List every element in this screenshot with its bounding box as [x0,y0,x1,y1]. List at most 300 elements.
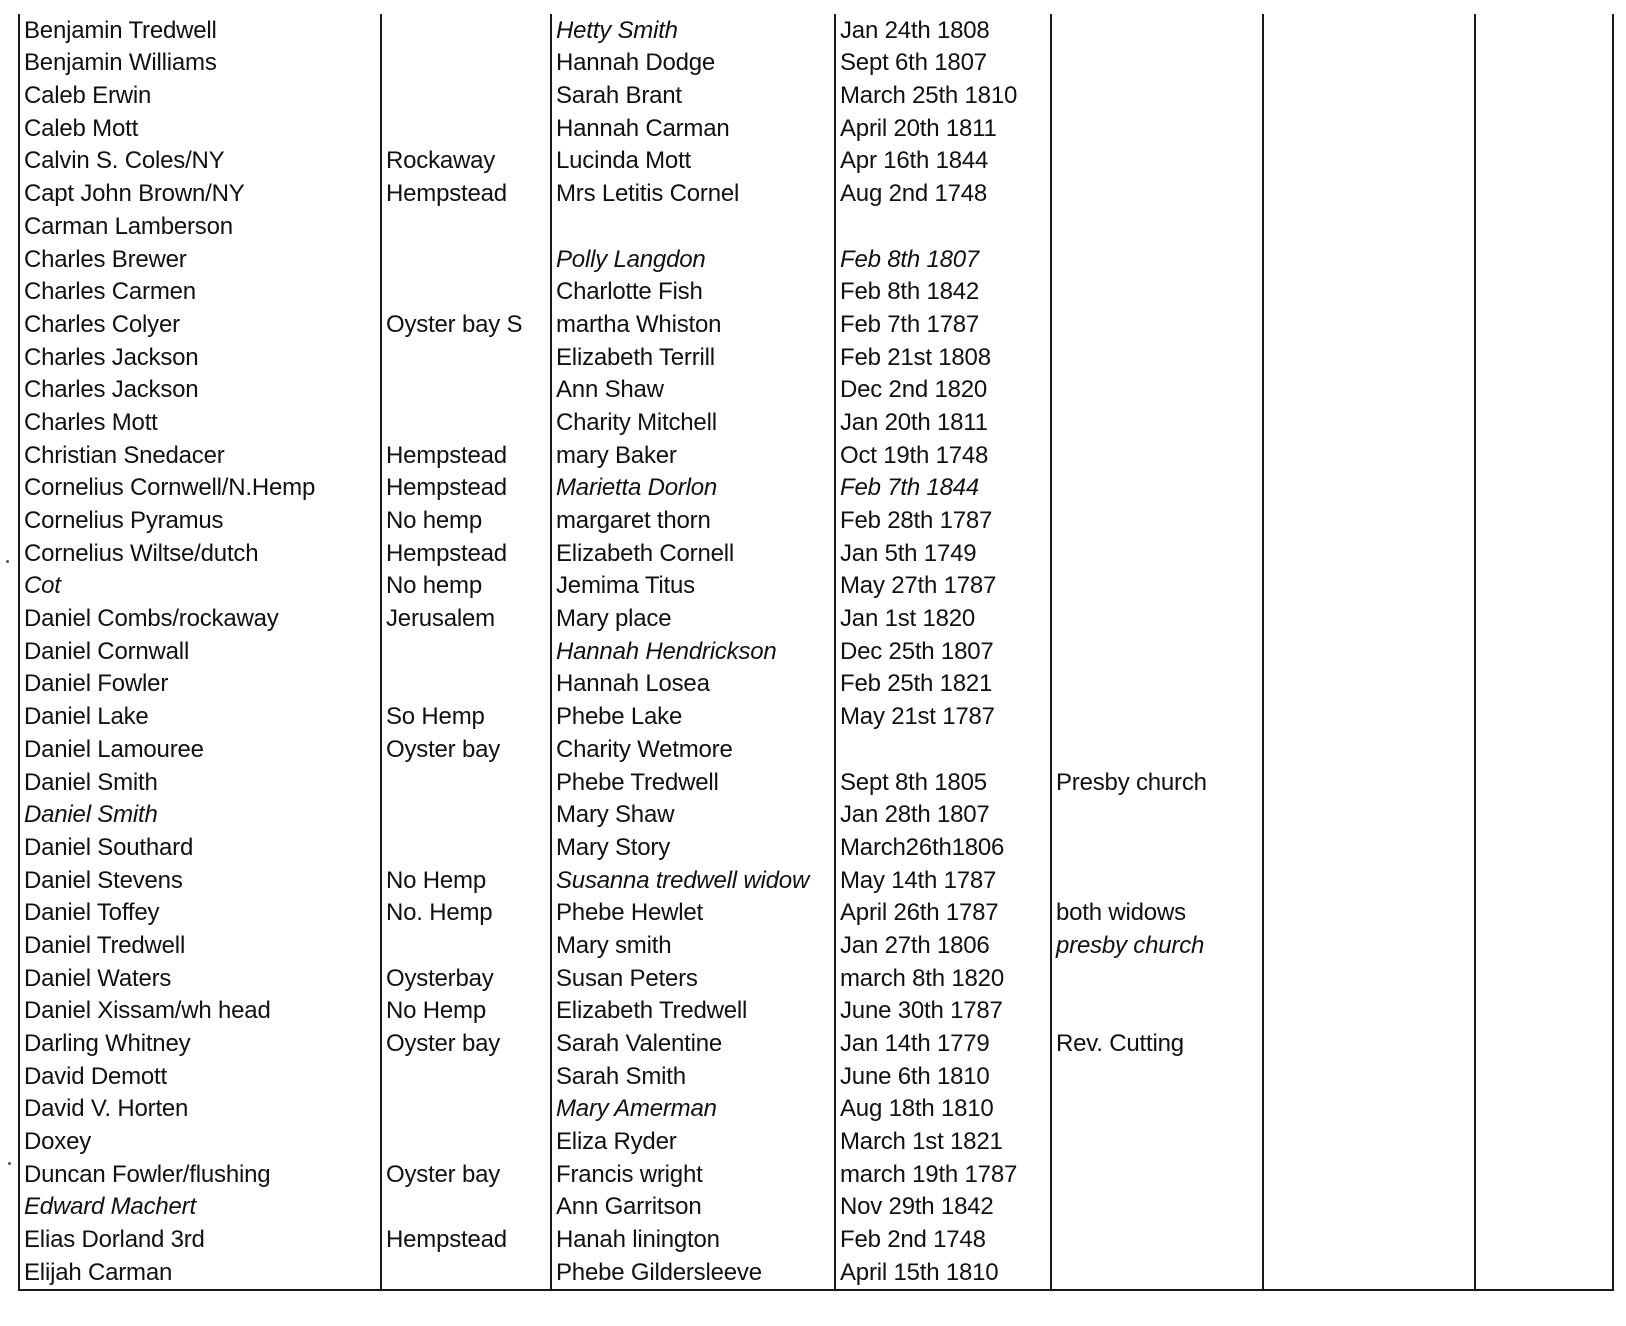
table-row [19,504,1613,537]
cell-note [1051,1093,1263,1126]
cell-note [1051,1060,1263,1093]
table-row [19,439,1613,472]
cell-groom-name: Daniel Lamouree [19,733,381,766]
record-table-body [19,14,1613,1290]
cell-groom-name: Carman Lamberson [19,210,381,243]
cell-blank [1263,1256,1475,1290]
cell-blank [1263,570,1475,603]
cell-bride-name: Charlotte Fish [551,276,835,309]
table-row [19,570,1613,603]
cell-note [1051,79,1263,112]
table-row [19,1027,1613,1060]
cell-blank [1475,472,1613,505]
cell-groom-name: Daniel Cornwall [19,635,381,668]
scan-speck [8,1162,11,1165]
cell-note [1051,14,1263,47]
cell-note [1051,962,1263,995]
table-row [19,1256,1613,1290]
cell-marriage-date: April 26th 1787 [835,897,1051,930]
cell-blank [1475,47,1613,80]
cell-residence: Rockaway [381,145,551,178]
table-row [19,472,1613,505]
table-row [19,864,1613,897]
cell-blank [1475,112,1613,145]
cell-marriage-date: April 20th 1811 [835,112,1051,145]
cell-blank [1263,831,1475,864]
cell-note [1051,243,1263,276]
cell-residence [381,341,551,374]
cell-residence [381,276,551,309]
table-row [19,14,1613,47]
cell-bride-name: Susanna tredwell widow [551,864,835,897]
cell-blank [1263,602,1475,635]
cell-marriage-date: Aug 2nd 1748 [835,177,1051,210]
cell-blank [1263,897,1475,930]
cell-groom-name: Daniel Lake [19,700,381,733]
cell-marriage-date: May 14th 1787 [835,864,1051,897]
cell-bride-name: Phebe Lake [551,700,835,733]
cell-residence [381,668,551,701]
table-row [19,668,1613,701]
cell-groom-name: Duncan Fowler/flushing [19,1158,381,1191]
cell-marriage-date: Feb 7th 1844 [835,472,1051,505]
cell-bride-name: Phebe Tredwell [551,766,835,799]
table-row [19,47,1613,80]
cell-bride-name: mary Baker [551,439,835,472]
cell-note [1051,537,1263,570]
cell-residence: No Hemp [381,864,551,897]
table-row [19,995,1613,1028]
cell-groom-name: Charles Mott [19,406,381,439]
cell-marriage-date: Dec 25th 1807 [835,635,1051,668]
cell-marriage-date: Jan 24th 1808 [835,14,1051,47]
cell-bride-name: Sarah Smith [551,1060,835,1093]
cell-note [1051,472,1263,505]
cell-residence [381,406,551,439]
cell-bride-name: Elizabeth Cornell [551,537,835,570]
cell-blank [1263,276,1475,309]
cell-blank [1475,243,1613,276]
cell-blank [1263,341,1475,374]
cell-blank [1475,1027,1613,1060]
cell-groom-name: Daniel Xissam/wh head [19,995,381,1028]
table-row [19,1060,1613,1093]
cell-blank [1475,14,1613,47]
table-row [19,929,1613,962]
cell-note [1051,308,1263,341]
cell-bride-name: Elizabeth Tredwell [551,995,835,1028]
cell-groom-name: Doxey [19,1125,381,1158]
cell-blank [1263,504,1475,537]
cell-blank [1263,929,1475,962]
cell-bride-name: Hannah Hendrickson [551,635,835,668]
table-row [19,831,1613,864]
cell-marriage-date [835,210,1051,243]
cell-residence [381,766,551,799]
cell-residence: No hemp [381,504,551,537]
table-row [19,406,1613,439]
cell-residence [381,929,551,962]
cell-blank [1475,1125,1613,1158]
cell-residence [381,79,551,112]
cell-residence: Oyster bay [381,1027,551,1060]
cell-note [1051,374,1263,407]
cell-marriage-date: May 27th 1787 [835,570,1051,603]
table-row [19,177,1613,210]
cell-groom-name: Christian Snedacer [19,439,381,472]
cell-note [1051,799,1263,832]
cell-groom-name: Cot [19,570,381,603]
cell-marriage-date: March26th1806 [835,831,1051,864]
cell-note [1051,1223,1263,1256]
cell-groom-name: David V. Horten [19,1093,381,1126]
cell-residence: Oyster bay S [381,308,551,341]
cell-blank [1263,1158,1475,1191]
cell-blank [1263,864,1475,897]
cell-groom-name: Caleb Mott [19,112,381,145]
cell-note [1051,276,1263,309]
cell-residence [381,243,551,276]
cell-blank [1475,1158,1613,1191]
table-row [19,308,1613,341]
cell-groom-name: Elias Dorland 3rd [19,1223,381,1256]
cell-groom-name: Darling Whitney [19,1027,381,1060]
cell-note: presby church [1051,929,1263,962]
cell-note [1051,864,1263,897]
cell-blank [1263,112,1475,145]
cell-residence [381,47,551,80]
cell-marriage-date: Feb 28th 1787 [835,504,1051,537]
cell-residence: Hempstead [381,472,551,505]
cell-residence [381,374,551,407]
cell-bride-name: Mary Amerman [551,1093,835,1126]
table-row [19,602,1613,635]
cell-blank [1263,210,1475,243]
table-row [19,799,1613,832]
cell-note [1051,145,1263,178]
cell-blank [1263,406,1475,439]
cell-bride-name: Ann Garritson [551,1191,835,1224]
cell-residence [381,112,551,145]
cell-marriage-date: Feb 8th 1842 [835,276,1051,309]
cell-marriage-date: Feb 25th 1821 [835,668,1051,701]
cell-blank [1475,995,1613,1028]
cell-residence [381,1191,551,1224]
table-row [19,1093,1613,1126]
cell-bride-name: Hannah Dodge [551,47,835,80]
cell-blank [1263,962,1475,995]
cell-blank [1263,700,1475,733]
cell-blank [1263,472,1475,505]
cell-residence: Oysterbay [381,962,551,995]
cell-groom-name: Daniel Tredwell [19,929,381,962]
cell-groom-name: Charles Jackson [19,374,381,407]
cell-blank [1263,799,1475,832]
cell-bride-name: Hetty Smith [551,14,835,47]
cell-residence: So Hemp [381,700,551,733]
cell-bride-name: Ann Shaw [551,374,835,407]
cell-marriage-date: Feb 21st 1808 [835,341,1051,374]
cell-bride-name: Marietta Dorlon [551,472,835,505]
cell-blank [1475,1256,1613,1290]
cell-marriage-date [835,733,1051,766]
cell-bride-name: Francis wright [551,1158,835,1191]
table-row [19,700,1613,733]
cell-blank [1263,635,1475,668]
cell-groom-name: Calvin S. Coles/NY [19,145,381,178]
cell-groom-name: Daniel Toffey [19,897,381,930]
cell-marriage-date: Jan 28th 1807 [835,799,1051,832]
cell-residence [381,799,551,832]
cell-bride-name: Hannah Losea [551,668,835,701]
cell-blank [1475,308,1613,341]
cell-residence: No Hemp [381,995,551,1028]
table-row [19,537,1613,570]
cell-note [1051,995,1263,1028]
cell-blank [1263,243,1475,276]
cell-blank [1475,799,1613,832]
cell-blank [1475,635,1613,668]
table-row [19,1158,1613,1191]
cell-residence: Hempstead [381,1223,551,1256]
cell-groom-name: Cornelius Wiltse/dutch [19,537,381,570]
cell-groom-name: Daniel Stevens [19,864,381,897]
cell-blank [1263,1027,1475,1060]
cell-groom-name: Cornelius Pyramus [19,504,381,537]
cell-note [1051,733,1263,766]
cell-blank [1475,177,1613,210]
table-row [19,79,1613,112]
cell-blank [1263,374,1475,407]
cell-residence [381,635,551,668]
cell-blank [1475,341,1613,374]
cell-blank [1475,1093,1613,1126]
cell-residence [381,1125,551,1158]
cell-marriage-date: Dec 2nd 1820 [835,374,1051,407]
cell-blank [1263,1223,1475,1256]
cell-residence [381,14,551,47]
table-row [19,276,1613,309]
cell-blank [1263,47,1475,80]
cell-blank [1475,374,1613,407]
cell-blank [1263,537,1475,570]
cell-blank [1475,733,1613,766]
cell-bride-name: Mrs Letitis Cornel [551,177,835,210]
table-row [19,243,1613,276]
cell-blank [1263,995,1475,1028]
cell-bride-name: Lucinda Mott [551,145,835,178]
table-row [19,733,1613,766]
cell-bride-name: Eliza Ryder [551,1125,835,1158]
cell-note [1051,112,1263,145]
table-row [19,1223,1613,1256]
cell-note [1051,831,1263,864]
cell-note [1051,406,1263,439]
cell-blank [1475,897,1613,930]
cell-groom-name: Capt John Brown/NY [19,177,381,210]
cell-note [1051,177,1263,210]
cell-marriage-date: Feb 8th 1807 [835,243,1051,276]
cell-marriage-date: Feb 2nd 1748 [835,1223,1051,1256]
cell-note [1051,439,1263,472]
cell-blank [1475,864,1613,897]
cell-groom-name: Daniel Smith [19,766,381,799]
cell-marriage-date: Feb 7th 1787 [835,308,1051,341]
cell-groom-name: Daniel Southard [19,831,381,864]
cell-blank [1475,79,1613,112]
cell-residence [381,210,551,243]
cell-blank [1475,276,1613,309]
cell-note: Presby church [1051,766,1263,799]
table-row [19,635,1613,668]
cell-bride-name: Jemima Titus [551,570,835,603]
cell-groom-name: Daniel Fowler [19,668,381,701]
cell-note [1051,668,1263,701]
cell-blank [1263,1191,1475,1224]
cell-groom-name: Cornelius Cornwell/N.Hemp [19,472,381,505]
table-row [19,1125,1613,1158]
cell-residence: Oyster bay [381,733,551,766]
cell-blank [1475,929,1613,962]
cell-bride-name: Mary place [551,602,835,635]
cell-groom-name: Charles Jackson [19,341,381,374]
cell-blank [1475,1060,1613,1093]
cell-note [1051,1158,1263,1191]
cell-bride-name: Mary smith [551,929,835,962]
cell-blank [1475,504,1613,537]
cell-blank [1475,1223,1613,1256]
cell-note: both widows [1051,897,1263,930]
cell-blank [1475,766,1613,799]
cell-blank [1263,1060,1475,1093]
cell-residence [381,1256,551,1290]
cell-marriage-date: Sept 6th 1807 [835,47,1051,80]
cell-residence: Oyster bay [381,1158,551,1191]
cell-marriage-date: Oct 19th 1748 [835,439,1051,472]
cell-bride-name: Charity Wetmore [551,733,835,766]
cell-marriage-date: April 15th 1810 [835,1256,1051,1290]
cell-blank [1475,668,1613,701]
cell-marriage-date: June 30th 1787 [835,995,1051,1028]
cell-bride-name: Elizabeth Terrill [551,341,835,374]
cell-groom-name: Charles Brewer [19,243,381,276]
cell-note: Rev. Cutting [1051,1027,1263,1060]
cell-blank [1263,733,1475,766]
cell-bride-name: margaret thorn [551,504,835,537]
cell-blank [1475,700,1613,733]
cell-marriage-date: June 6th 1810 [835,1060,1051,1093]
cell-marriage-date: Jan 14th 1779 [835,1027,1051,1060]
cell-blank [1263,79,1475,112]
table-row [19,962,1613,995]
cell-blank [1475,570,1613,603]
cell-groom-name: Edward Machert [19,1191,381,1224]
cell-blank [1263,177,1475,210]
cell-marriage-date: March 25th 1810 [835,79,1051,112]
cell-note [1051,602,1263,635]
cell-blank [1263,668,1475,701]
cell-marriage-date: Jan 1st 1820 [835,602,1051,635]
cell-groom-name: Daniel Waters [19,962,381,995]
cell-residence [381,1093,551,1126]
cell-blank [1475,602,1613,635]
cell-note [1051,1191,1263,1224]
cell-blank [1263,1125,1475,1158]
table-row [19,1191,1613,1224]
cell-bride-name [551,210,835,243]
cell-marriage-date: Jan 20th 1811 [835,406,1051,439]
cell-blank [1475,210,1613,243]
cell-groom-name: Charles Carmen [19,276,381,309]
cell-bride-name: Susan Peters [551,962,835,995]
cell-blank [1475,439,1613,472]
cell-bride-name: Phebe Gildersleeve [551,1256,835,1290]
table-row [19,210,1613,243]
cell-marriage-date: Aug 18th 1810 [835,1093,1051,1126]
cell-blank [1263,308,1475,341]
cell-residence: Hempstead [381,177,551,210]
scan-speck [6,560,9,563]
cell-blank [1475,831,1613,864]
cell-bride-name: Hannah Carman [551,112,835,145]
cell-marriage-date: Apr 16th 1844 [835,145,1051,178]
table-row [19,112,1613,145]
cell-note [1051,700,1263,733]
cell-marriage-date: march 19th 1787 [835,1158,1051,1191]
cell-residence: Jerusalem [381,602,551,635]
cell-marriage-date: March 1st 1821 [835,1125,1051,1158]
cell-residence: No. Hemp [381,897,551,930]
cell-bride-name: Hanah linington [551,1223,835,1256]
cell-groom-name: Benjamin Tredwell [19,14,381,47]
cell-groom-name: Charles Colyer [19,308,381,341]
cell-blank [1263,1093,1475,1126]
cell-blank [1263,14,1475,47]
cell-marriage-date: May 21st 1787 [835,700,1051,733]
cell-groom-name: David Demott [19,1060,381,1093]
table-row [19,766,1613,799]
table-row [19,897,1613,930]
cell-note [1051,341,1263,374]
cell-note [1051,504,1263,537]
cell-groom-name: Benjamin Williams [19,47,381,80]
cell-groom-name: Elijah Carman [19,1256,381,1290]
cell-note [1051,570,1263,603]
table-row [19,374,1613,407]
cell-groom-name: Daniel Smith [19,799,381,832]
cell-bride-name: Polly Langdon [551,243,835,276]
cell-bride-name: martha Whiston [551,308,835,341]
cell-blank [1475,537,1613,570]
cell-note [1051,635,1263,668]
cell-bride-name: Charity Mitchell [551,406,835,439]
cell-groom-name: Caleb Erwin [19,79,381,112]
cell-note [1051,1256,1263,1290]
cell-blank [1475,406,1613,439]
cell-marriage-date: Jan 27th 1806 [835,929,1051,962]
cell-residence: Hempstead [381,439,551,472]
cell-bride-name: Phebe Hewlet [551,897,835,930]
table-row [19,341,1613,374]
cell-note [1051,1125,1263,1158]
cell-marriage-date: march 8th 1820 [835,962,1051,995]
cell-marriage-date: Sept 8th 1805 [835,766,1051,799]
cell-residence [381,831,551,864]
cell-groom-name: Daniel Combs/rockaway [19,602,381,635]
cell-residence [381,1060,551,1093]
cell-residence: No hemp [381,570,551,603]
cell-blank [1263,145,1475,178]
